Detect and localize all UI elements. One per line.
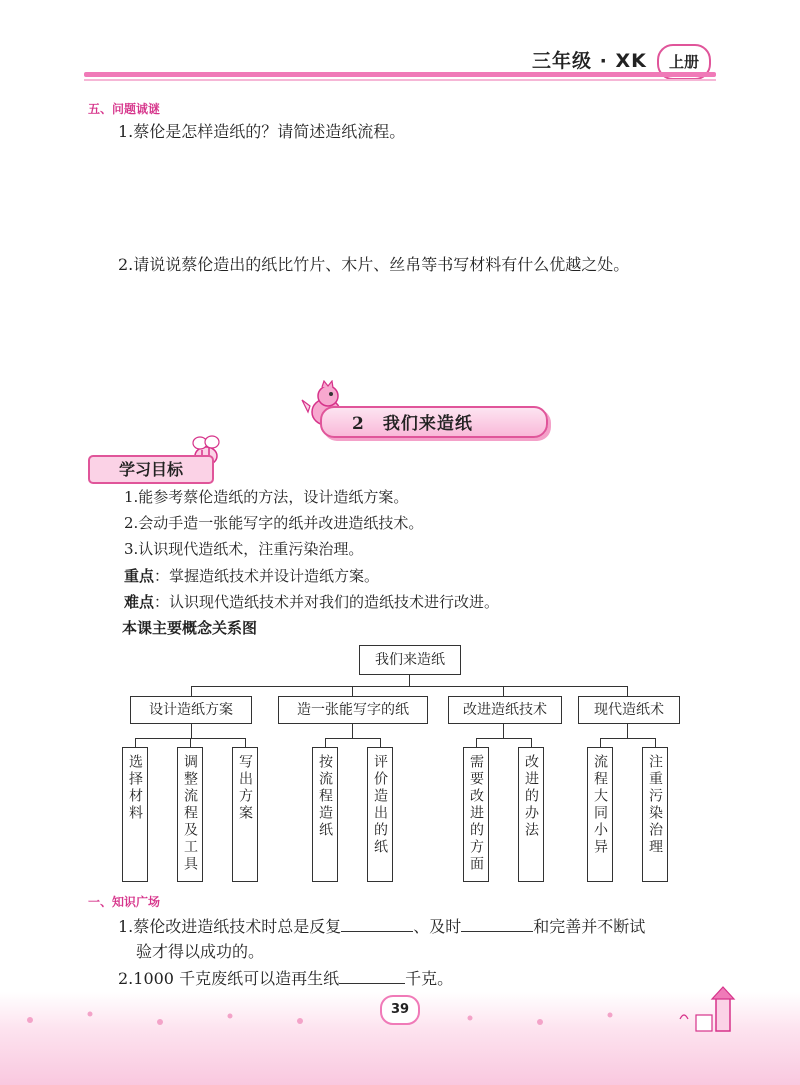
learning-goals-tag: 学习目标 bbox=[88, 455, 214, 484]
branch-modern-tech: 现代造纸术 bbox=[578, 696, 680, 724]
section5-question-2: 2.请说说蔡伦造出的纸比竹片、木片、丝帛等书写材料有什么优越之处。 bbox=[118, 255, 630, 274]
leaf-similar-process: 流程大同小异 bbox=[587, 747, 613, 882]
leaf-choose-materials: 选择材料 bbox=[122, 747, 148, 882]
leaf-evaluate-paper: 评价造出的纸 bbox=[367, 747, 393, 882]
header-divider-thin bbox=[84, 79, 716, 81]
section1-question-1-cont: 验才得以成功的。 bbox=[136, 942, 265, 961]
branch-design-plan: 设计造纸方案 bbox=[130, 696, 252, 724]
leaf-improvement-methods: 改进的办法 bbox=[518, 747, 544, 882]
answer-blank-1[interactable] bbox=[341, 931, 413, 932]
lighthouse-icon bbox=[676, 985, 746, 1033]
lesson-title: 2 我们来造纸 bbox=[352, 414, 473, 434]
section1-heading: 一、知识广场 bbox=[88, 895, 161, 909]
leaf-aspects-to-improve: 需要改进的方面 bbox=[463, 747, 489, 882]
difficult-point-label: 难点 bbox=[124, 593, 155, 611]
goal-item-1: 1.能参考蔡伦造纸的方法，设计造纸方案。 bbox=[124, 488, 409, 506]
leaf-pollution-control: 注重污染治理 bbox=[642, 747, 668, 882]
difficult-point-text: ：认识现代造纸技术并对我们的造纸技术进行改进。 bbox=[154, 593, 500, 611]
map-root: 我们来造纸 bbox=[359, 645, 461, 675]
answer-blank-3[interactable] bbox=[339, 983, 405, 984]
grade-label: 三年级 · XK bbox=[532, 50, 647, 72]
answer-blank-2[interactable] bbox=[461, 931, 533, 932]
leaf-adjust-process: 调整流程及工具 bbox=[177, 747, 203, 882]
section5-heading: 五、问题诚谜 bbox=[88, 102, 161, 116]
section1-question-1: 1.蔡伦改进造纸技术时总是反复 、及时 和完善并不断试 bbox=[118, 917, 646, 936]
leaf-follow-process: 按流程造纸 bbox=[312, 747, 338, 882]
key-point-text: ：掌握造纸技术并设计造纸方案。 bbox=[154, 567, 380, 585]
section5-question-1: 1.蔡伦是怎样造纸的？请简述造纸流程。 bbox=[118, 122, 406, 141]
page-number: 39 bbox=[380, 995, 420, 1025]
difficult-point bbox=[124, 591, 499, 613]
goal-item-3: 3.认识现代造纸术，注重污染治理。 bbox=[124, 540, 364, 558]
goal-item-2: 2.会动手造一张能写字的纸并改进造纸技术。 bbox=[124, 514, 424, 532]
branch-improve-tech: 改进造纸技术 bbox=[448, 696, 562, 724]
key-point bbox=[124, 565, 379, 587]
key-point-label: 重点 bbox=[124, 567, 155, 585]
section1-question-2: 2.1000 千克废纸可以造再生纸 千克。 bbox=[118, 969, 454, 988]
concept-map-title: 本课主要概念关系图 bbox=[122, 619, 258, 637]
branch-make-paper: 造一张能写字的纸 bbox=[278, 696, 428, 724]
header-divider bbox=[84, 72, 716, 77]
leaf-write-plan: 写出方案 bbox=[232, 747, 258, 882]
volume-badge: 上册 bbox=[657, 44, 711, 80]
